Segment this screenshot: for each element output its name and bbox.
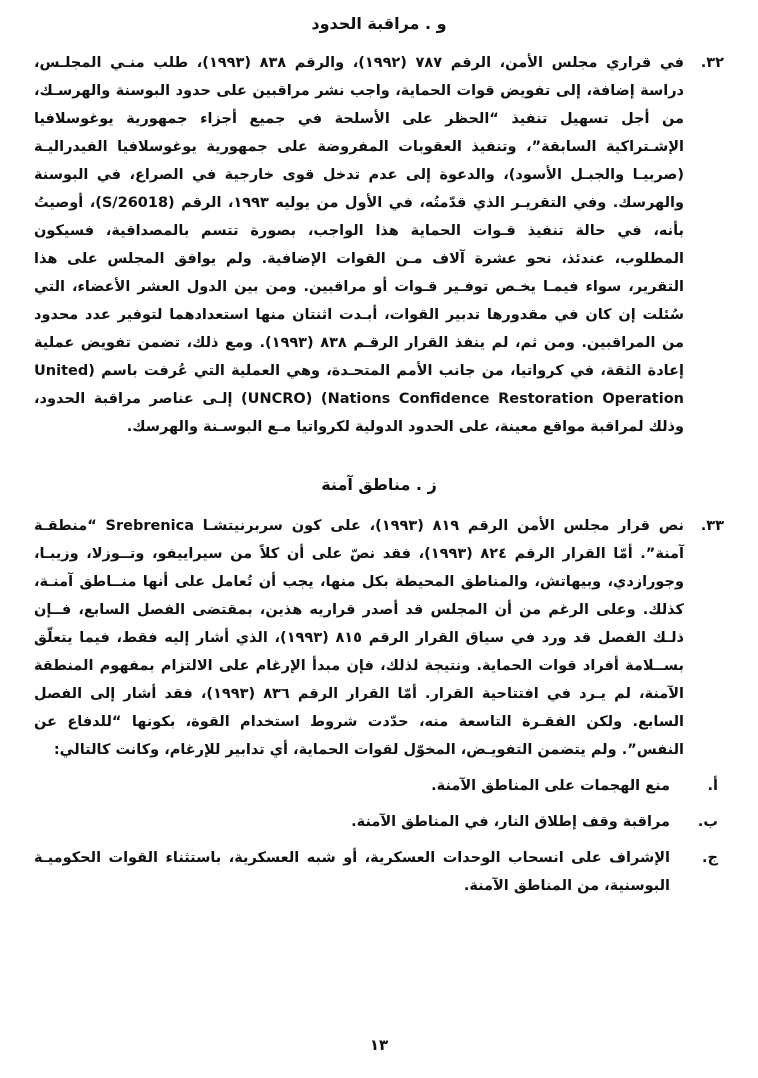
safe-areas-measures-list: [34, 772, 724, 900]
list-item-text: مراقبة وقف إطلاق النار، في المناطق الآمنة.: [351, 814, 670, 830]
paragraph-33-number: ٣٣.: [700, 518, 724, 534]
section-g-heading: ز . مناطق آمنة: [321, 475, 437, 494]
list-item-marker: ب.: [697, 814, 718, 830]
list-item-text: منع الهجمات على المناطق الآمنة.: [431, 778, 670, 794]
list-item-marker: ج.: [702, 850, 718, 866]
list-item-marker: أ.: [707, 778, 718, 794]
paragraph-33-text: نص قرار مجلس الأمن الرقم ٨١٩ (١٩٩٣)، على كون سربرنيتشـا Srebrenica “منطقـة آمنة”. أمّا القرار الرقم ٨٢٤ (١٩٩٣)، فقد نصّ على أن كلاً من سيراييفو، وتــوزلا، وزيبـا، وجورازدي، وبيهاتش، والمناطق المحيطة بكل منها، يجب أن تُعامل على أنها منــاطق آمنـة، كذلك. وعلى الرغم من أن المجلس قد أصدر قراريه هذين، بمقتضى الفصل السابع، فــإن ذلـك الفصل قد ورد في سياق القرار الرقم ٨١٥ (١٩٩٣)، الذي أشار إليه فقط، فيما يتعلّق بســلامة أفراد قوات الحماية. ونتيجة لذلك، فإن مبدأ الإرغام على الالتزام بمفهوم المنطقة الآمنة، لم يـرد في افتتاحية القرار. أمّا القرار الرقم ٨٣٦ (١٩٩٣)، فقد أشار إلى الفصل السابع. ولكن الفقـرة التاسعة منه، حدّدت شروط استخدام القوة، بكونها “للدفاع عن النفس”. ولم يتضمن التفويـض، المخوّل لقوات الحماية، أي تدابير للإرغام، وكانت كالتالي:: [34, 518, 684, 758]
paragraph-32-text: في قراري مجلس الأمن، الرقم ٧٨٧ (١٩٩٢)، والرقم ٨٣٨ (١٩٩٣)، طلب منـي المجلـس، دراسة إضافة، إلى تفويض قوات الحماية، واجب نشر مراقبين على حدود البوسنة والهرسـك، من أجل تسهيل تنفيذ “الحظر على الأسلحة في جميع أجزاء جمهورية يوغوسلافيا الإشـتراكية السابقة”، وتنفيذ العقوبات المفروضة على جمهورية يوغوسلافيا الفيدراليـة (صربيـا والجبـل الأسود)، والدعوة إلى عدم تدخل قوى خارجية في الصراع، في البوسنة والهرسك. وفي التقريـر الذي قدّمتُه، في الأول من يوليه ١٩٩٣، الرقم (S/26018)، أوصيتُ بأنه، في حالة تنفيذ قـوات الحماية هذا الواجب، بصورة تتسم بالمصداقية، فسيكون المطلوب، عندئذ، نحو عشرة آلاف مـن القوات الإضافية. ولم يوافق المجلس على هذا التقرير، سواء فيمـا يخـص توفـير قـوات أو مراقبين. ومن بين الدول العشر الأعضاء، التي سُئلت إن كان في مقدورها تدبير القوات، أبـدت اثنتان منها استعدادهما لتوفير عدد محدود من المراقبين. ومن ثم، لم ينفذ القرار الرقـم ٨٣٨ (١٩٩٣). ومع ذلك، تضمن تفويض عملية إعادة الثقة، في كرواتيا، من جانب الأمم المتحـدة، وهي العملية التي عُرفت باسم (United Nations Confidence Restoration Operation) (UNCRO) إلـى عناصر مراقبة الحدود، وذلك لمراقبة مواقع معينة، على الحدود الدولية لكرواتيا مـع البوسـنة والهرسك.: [34, 55, 684, 435]
paragraph-32: [34, 49, 724, 441]
list-item-text: الإشراف على انسحاب الوحدات العسكرية، أو شبه العسكرية، باستثناء القوات الحكوميـة البوسنية، من المناطق الآمنة.: [34, 850, 670, 894]
list-item: [34, 844, 718, 900]
section-f-heading: و . مراقبة الحدود: [311, 14, 447, 33]
list-item: [34, 808, 718, 836]
list-item: [34, 772, 718, 800]
page-number: ١٣: [369, 1036, 389, 1054]
paragraph-32-number: ٣٢.: [700, 55, 724, 71]
paragraph-33: [34, 512, 724, 764]
